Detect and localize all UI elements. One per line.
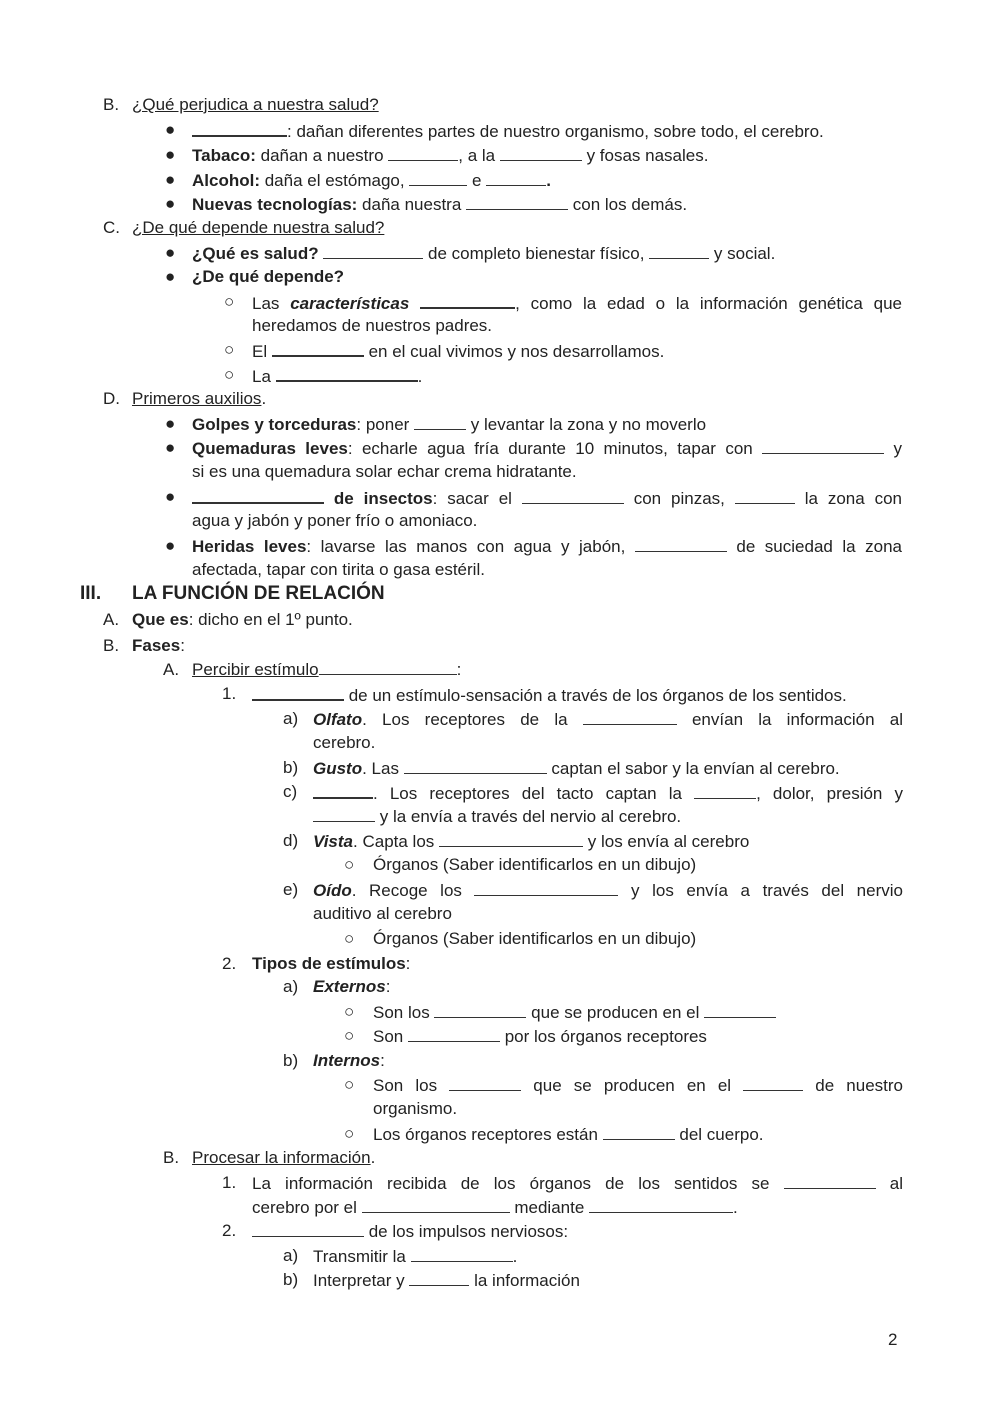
internos-title: Internos: [313, 1051, 385, 1070]
sub-item-entorno: El en el cual vivimos y nos desarrollamos. [252, 342, 665, 361]
item-insectos: de insectos: sacar el con pinzas, la zona con [192, 487, 902, 509]
sub-bullet: ○ [344, 855, 355, 874]
item-de-que-depende: ¿De qué depende? [192, 267, 345, 286]
sense-oido-marker: e) [283, 880, 299, 899]
blank-field[interactable] [449, 1075, 521, 1091]
sense-vista: Vista. Capta los y los envía al cerebro [313, 832, 750, 851]
sense-gusto: Gusto. Las captan el sabor y la envían al cerebro. [313, 759, 840, 778]
sense-olfato-cont: cerebro. [313, 733, 376, 752]
section-d-marker: D. [103, 389, 120, 408]
section-c-title: ¿De qué depende nuestra salud? [132, 218, 385, 237]
item-golpes: Golpes y torceduras: poner y levantar la zona y no moverlo [192, 415, 707, 434]
externos-s2: Son por los órganos receptores [373, 1027, 707, 1046]
phase-b-sub-a: Transmitir la . [313, 1247, 518, 1266]
blank-field[interactable] [323, 243, 423, 259]
sub-item-caracteristicas-cont: heredamos de nuestros padres. [252, 316, 493, 335]
sense-oido-cont: auditivo al cerebro [313, 904, 452, 923]
sense-olfato: Olfato. Los receptores de la envían la información al [313, 710, 903, 729]
sense-oido-organos: Órganos (Saber identificarlos en un dibujo) [373, 929, 697, 948]
sub-bullet: ○ [224, 365, 235, 384]
sub-item-caracteristicas: Las características , como la edad o la información genética que [252, 294, 902, 313]
blank-field[interactable] [404, 758, 547, 774]
externos-s1: Son los que se producen en el [373, 1002, 776, 1023]
blank-field[interactable] [272, 340, 364, 357]
internos-s1: Son los que se producen en el de nuestro [373, 1076, 904, 1095]
phase-a-title: Percibir estímulo : [192, 660, 462, 679]
phase-b-sub-b: Interpretar y la información [313, 1271, 580, 1290]
bullet: ● [165, 145, 176, 164]
sense-vista-marker: d) [283, 831, 299, 850]
phase-a-marker: A. [163, 660, 180, 679]
sense-vista-organos: Órganos (Saber identificarlos en un dibujo) [373, 855, 697, 874]
blank-field[interactable] [784, 1173, 876, 1189]
blank-field[interactable] [252, 684, 344, 701]
bullet: ● [165, 120, 176, 139]
blank-field[interactable] [313, 782, 373, 799]
phase-b-sub-b-marker: b) [283, 1270, 299, 1289]
blank-field[interactable] [589, 1197, 733, 1213]
item-que-es-salud: ¿Qué es salud? de completo bienestar físico, y social. [192, 244, 776, 263]
blank-field[interactable] [408, 1026, 500, 1042]
iii-a-marker: A. [103, 610, 120, 629]
bullet: ● [165, 487, 176, 506]
section-iii-title: LA FUNCIÓN DE RELACIÓN [132, 583, 385, 604]
blank-field[interactable] [603, 1124, 675, 1140]
item-quemaduras-cont: si es una quemadura solar echar crema hidratante. [192, 462, 577, 481]
bullet: ● [165, 170, 176, 189]
blank-field[interactable] [743, 1075, 803, 1091]
externos-title: Externos: [313, 977, 391, 996]
bullet: ● [165, 414, 176, 433]
blank-field[interactable] [439, 831, 583, 847]
sub-bullet: ○ [344, 1026, 355, 1045]
internos-s2: Los órganos receptores están del cuerpo. [373, 1125, 764, 1144]
blank-field[interactable] [735, 488, 795, 504]
blank-field[interactable] [466, 194, 568, 210]
blank-field[interactable] [704, 1002, 776, 1018]
phase-a-item1-marker: 1. [222, 684, 237, 703]
section-b-marker: B. [103, 95, 120, 114]
blank-field[interactable] [388, 145, 458, 161]
phase-a-item1: de un estímulo-sensación a través de los órganos de los sentidos. [252, 684, 847, 706]
sense-tacto-cont: y la envía a través del nervio al cerebro. [313, 806, 681, 827]
blank-field[interactable] [635, 536, 727, 552]
internos-marker: b) [283, 1051, 299, 1070]
phase-b-sub-a-marker: a) [283, 1246, 299, 1265]
blank-field[interactable] [409, 170, 467, 186]
phase-b-marker: B. [163, 1148, 180, 1167]
item-insectos-cont: agua y jabón y poner frío o amoniaco. [192, 511, 478, 530]
section-c-marker: C. [103, 218, 120, 237]
blank-field[interactable] [313, 806, 375, 822]
bullet: ● [165, 267, 176, 286]
blank-field[interactable] [522, 488, 624, 504]
blank-field[interactable] [362, 1197, 510, 1213]
bullet: ● [165, 536, 176, 555]
externos-marker: a) [283, 977, 299, 996]
item-tecnologias: Nuevas tecnologías: daña nuestra con los demás. [192, 195, 688, 214]
phase-b-item1: La información recibida de los órganos de los sentidos se al [252, 1174, 903, 1193]
page-number: 2 [888, 1330, 898, 1349]
section-iii-marker: III. [80, 583, 102, 604]
sub-bullet: ○ [224, 292, 235, 311]
phase-b-title: Procesar la información. [192, 1148, 376, 1167]
blank-field[interactable] [434, 1002, 526, 1018]
item-quemaduras: Quemaduras leves: echarle agua fría durante 10 minutos, tapar con y [192, 439, 902, 458]
blank-field[interactable] [649, 243, 709, 259]
item-tabaco: Tabaco: dañan a nuestro , a la y fosas nasales. [192, 146, 709, 165]
sense-tacto: . Los receptores del tacto captan la , dolor, presión y [313, 782, 903, 804]
sub-bullet: ○ [344, 1075, 355, 1094]
iii-b-text: Fases: [132, 636, 185, 655]
blank-field[interactable] [486, 170, 546, 186]
sense-tacto-marker: c) [283, 782, 298, 801]
phase-b-item2: de los impulsos nerviosos: [252, 1221, 568, 1242]
phase-a-item2-marker: 2. [222, 954, 237, 973]
sub-bullet: ○ [344, 929, 355, 948]
phase-b-item1-marker: 1. [222, 1173, 237, 1192]
sub-bullet: ○ [344, 1002, 355, 1021]
blank-field[interactable] [252, 1221, 364, 1237]
phase-b-item1-cont: cerebro por el mediante . [252, 1198, 738, 1217]
section-b-title: ¿Qué perjudica a nuestra salud? [132, 95, 379, 114]
item-alcohol: Alcohol: daña el estómago, e . [192, 171, 551, 190]
iii-a-text: Que es: dicho en el 1º punto. [132, 610, 353, 629]
sub-bullet: ○ [344, 1124, 355, 1143]
internos-s1-cont: organismo. [373, 1099, 458, 1118]
sub-bullet: ○ [224, 340, 235, 359]
blank-field[interactable] [192, 120, 287, 137]
bullet: ● [165, 243, 176, 262]
blank-field[interactable] [319, 661, 457, 675]
blank-field[interactable] [500, 145, 582, 161]
sense-gusto-marker: b) [283, 758, 299, 777]
sense-oido: Oído. Recoge los y los envía a través del nervio [313, 881, 903, 900]
sub-item-la: La . [252, 367, 423, 386]
item-heridas: Heridas leves: lavarse las manos con agua y jabón, de suciedad la zona [192, 537, 902, 556]
blank-field[interactable] [414, 414, 466, 430]
item-harm-1: : dañan diferentes partes de nuestro organismo, sobre todo, el cerebro. [192, 120, 824, 142]
bullet: ● [165, 194, 176, 213]
blank-field[interactable] [409, 1270, 469, 1286]
section-d-title: Primeros auxilios. [132, 389, 267, 408]
phase-a-item2: Tipos de estímulos: [252, 954, 411, 973]
blank-field[interactable] [276, 365, 418, 382]
item-heridas-cont: afectada, tapar con tirita o gasa estéril. [192, 560, 485, 579]
iii-b-marker: B. [103, 636, 120, 655]
blank-field[interactable] [420, 292, 515, 309]
sense-olfato-marker: a) [283, 709, 299, 728]
blank-field[interactable] [694, 783, 756, 799]
blank-field[interactable] [474, 880, 618, 896]
bullet: ● [165, 438, 176, 457]
blank-field[interactable] [411, 1246, 513, 1262]
blank-field[interactable] [762, 438, 884, 454]
blank-field[interactable] [192, 487, 324, 504]
blank-field[interactable] [583, 709, 677, 725]
phase-b-item2-marker: 2. [222, 1221, 237, 1240]
